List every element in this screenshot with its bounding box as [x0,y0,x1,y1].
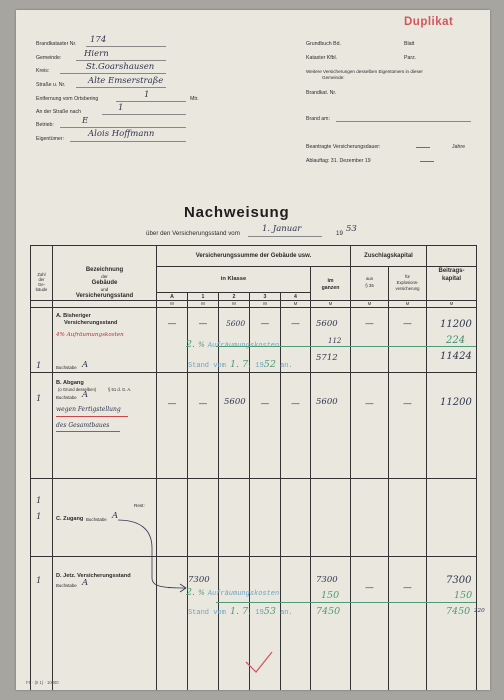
d-stamp1 [186,587,279,598]
d-beitrag-2: 150 [454,590,473,601]
a-stamp1 [186,339,279,350]
table-row-divider-ab [30,372,476,373]
unit-4: M [293,301,298,306]
a-stamp2-prefix: Stand vom [188,362,226,370]
b-klasse-4: — [291,399,300,408]
a-klasse-4: — [291,319,300,328]
gemeinde-value: Hiern [84,49,109,59]
b-explosion: — [403,399,412,408]
kreis-label: Kreis: [36,68,50,74]
d-stamp1-pct: % [198,589,205,597]
an-der-strasse-value: 1 [118,103,124,113]
d-stamp1-text: Aufräumungskosten [207,590,280,598]
unit-a: M [170,301,174,306]
a-stamp1-text: Aufräumungskosten [207,342,280,350]
a-stamp2-year-prefix: 19 [255,362,264,370]
explosion-line2: Explosions- [396,280,419,285]
page-title: Nachweisung [184,204,290,221]
beitrag-line1: Beitrags- [438,268,465,274]
unit-2: M [232,301,236,306]
section-b-buchstabe-label: Buchstabe [56,395,77,400]
a-ganzen-3: 5712 [316,353,338,363]
section-d-buchstabe-label: Buchstabe [56,583,77,588]
b-klasse-a: — [168,399,176,408]
subtitle-year-prefix: 19 [336,230,343,237]
strasse-line [76,87,166,88]
unit-3: M [263,301,267,306]
d-stamp1-prefix: 2. [186,587,196,598]
klasse-2: 2 [232,294,236,300]
b-klasse-1: — [199,399,207,408]
d-klasse-a: — [168,583,176,592]
a-sum-line [216,346,476,347]
form-sheet [16,10,490,690]
brandkataster-value: 174 [90,35,107,45]
section-c-buchstabe-value: A [112,511,119,521]
blatt-label: Blatt [404,41,415,47]
d-side-note: 220 [474,608,485,614]
dauer-mark [416,147,430,148]
b-klasse-2: 5600 [224,397,246,407]
ablauftag-mark [420,161,434,162]
a-ganzen: 5600 [316,319,338,329]
section-d-title: D. Jetz. Versicherungsstand [56,573,131,579]
section-b-buchstabe-value: A [82,390,89,400]
beitrag-line2: kapital [441,276,461,282]
duplikat-stamp: Duplikat [404,16,454,28]
aus35-line2: § 35 [365,283,374,288]
strasse-label: Straße u. Nr. [36,82,66,88]
section-a-title: A. Bisheriger [56,313,91,319]
aus35-line1: aus [365,276,374,281]
entfernung-value: 1 [144,90,150,100]
eigentuemer-label: Eigentümer: [36,136,64,142]
col-zuschlag-title: Zuschlagskapital [364,253,413,259]
dauer-label: Beantragte Versicherungsdauer: [306,144,381,150]
d-sum-line [216,602,476,603]
col-bez-line2: der [101,274,108,279]
col-divider-bez [156,245,157,690]
section-a-note: 4% Aufräumungskosten [56,332,124,338]
d-ganzen-3: 7450 [316,606,341,617]
zahl-c: 1 [36,512,42,522]
betrieb-label: Betrieb: [36,122,54,128]
table-top-border [30,245,476,246]
a-beitrag: 11200 [440,319,472,330]
table-header-bottom [30,307,476,308]
a-klasse-1: — [199,319,207,328]
table-klasse-line [156,292,310,293]
footer-code: F1 · (II 1) · 10000 [26,680,59,685]
betrieb-line [60,127,186,128]
section-c-title: C. Zugang [56,516,84,522]
d-beitrag: 7300 [446,575,472,586]
col-summe-title: Versicherungssumme der Gebäude usw. [195,253,312,259]
a-stamp1-pct: % [198,341,205,349]
strasse-value: Alte Emserstraße [88,76,164,86]
section-d-buchstabe-value: A [82,578,89,588]
table-right-border [476,245,477,690]
unit-1: M [201,301,205,306]
col-divider-3 [280,292,281,690]
table-header-sub-line [156,266,476,267]
klasse-1: 1 [201,294,205,300]
section-b-note1: wegen Fertigstellung [56,406,121,413]
d-aus35: — [365,583,374,592]
b-note1-underline [56,416,128,417]
grundbuch-label: Grundbuch Bd. [306,41,341,47]
brand-am-line [336,121,471,122]
a-klasse-a: — [168,319,176,328]
kreis-line [60,73,166,74]
zahl-b: 1 [36,394,42,404]
klasse-3: 3 [263,294,267,300]
col-divider-2 [249,292,250,690]
d-stamp2-year-prefix: 19 [255,609,264,617]
zahl-d: 1 [36,576,42,586]
b-ganzen: 5600 [316,397,338,407]
subtitle-year: 53 [346,224,357,234]
zahl-a: 1 [36,361,42,371]
d-stamp2-date: 1. 7. [230,606,252,617]
a-stamp2 [188,359,293,370]
col-divider-aus35 [388,266,389,690]
weitere-line1: Weitere Versicherungen desselben Eigentümers in dieser [306,69,423,74]
col-zahl-line3: Ge- [38,282,45,287]
col-divider-zahl [52,245,53,690]
kataster-label: Kataster Kfbl. [306,55,338,61]
im-ganzen-line1: im [327,278,334,284]
d-stamp2-prefix: Stand vom [188,609,226,617]
unit-ganzen: M [328,301,333,306]
col-zahl-header [31,272,52,292]
section-a-buchstabe-label: Buchstabe [56,365,77,370]
col-divider-klasse-end [310,266,311,690]
col-divider-zuschlag-end [426,245,427,690]
col-bez-line5: Versicherungsstand [75,293,134,299]
entfernung-unit: Mtr. [190,96,199,102]
klasse-a: A [170,294,174,300]
a-stamp2-year: 52 [263,359,276,370]
col-bez-line4: und [100,287,109,292]
col-zahl-line1: Zahl [37,272,46,277]
col-zahl-line4: bäude [35,287,48,292]
klasse-4: 4 [294,294,297,300]
rest-label: Rest: [134,503,145,508]
b-beitrag: 11200 [440,397,472,408]
d-ganzen: 7300 [316,575,338,585]
entfernung-label: Entfernung vom Ortsbering [36,96,99,102]
an-der-strasse-label: An der Straße nach [36,109,81,115]
d-explosion: — [403,583,412,592]
subtitle-prefix: über den Versicherungsstand vom [146,230,240,237]
ablauftag-label: Ablauftag: 31. Dezember 19 [306,158,371,164]
kreis-value: St.Goarshausen [86,62,155,72]
entfernung-line [116,101,186,102]
b-klasse-3: — [261,399,269,408]
d-stamp2 [188,606,293,617]
brandkat-label: Brandkat. Nr. [306,90,337,96]
b-note2-underline [56,431,120,432]
section-b-title: B. Abgang [56,380,84,386]
section-a-buchstabe-value: A [82,360,89,370]
unit-explosion: M [405,301,410,306]
in-klasse-label: in Klasse [220,276,247,282]
explosion-line1: für [405,274,410,279]
col-bez-line3: Gebäude [91,280,118,286]
a-klasse-3: — [261,319,269,328]
gemeinde-label: Gemeinde: [36,55,62,61]
a-ganzen-2: 112 [328,337,342,345]
d-stamp2-suffix: an. [280,609,293,617]
zahl-rest: 1 [36,496,42,506]
weitere-line2: Gemeinde: [322,75,345,80]
subtitle-date: 1. Januar [262,224,302,234]
gemeinde-line [76,60,166,61]
a-stamp1-prefix: 2. [186,339,196,350]
d-klasse-1: 7300 [188,575,210,585]
col-divider-1 [218,292,219,690]
a-aus35: — [365,319,374,328]
subtitle-date-line [248,236,322,237]
d-stamp2-year: 53 [263,606,276,617]
eigentuemer-line [70,141,186,142]
explosion-line3: versicherung [395,286,420,291]
section-c-buchstabe-label: Buchstabe [86,517,107,522]
a-beitrag-2: 224 [446,335,466,346]
brand-am-label: Brand am: [306,116,330,122]
im-ganzen-line2: ganzen [321,285,340,291]
unit-aus35: M [367,301,372,306]
brandkataster-line [86,46,166,47]
an-der-strasse-line [102,114,186,115]
d-beitrag-3: 7450 [446,606,471,617]
section-b-note2: des Gesamtbaues [56,422,110,429]
a-stamp2-date: 1. 7. [230,359,252,370]
table-row-divider-cd [30,556,476,557]
parz-label: Parz. [404,55,417,61]
section-a-title2: Versicherungsstand [64,320,118,326]
section-b-sub: (o Grund desselben) [58,387,97,392]
col-bez-line1: Bezeichnung [85,267,124,273]
a-explosion: — [403,319,412,328]
eigentuemer-value: Alois Hoffmann [88,129,155,139]
unit-beitrag: M [449,301,454,306]
brandkataster-label: Brandkataster Nr. [36,41,77,47]
table-left-border [30,245,31,690]
jahre-label: Jahre [452,144,465,150]
b-aus35: — [365,399,374,408]
table-row-divider-bc [30,478,476,479]
red-checkmark [244,650,274,676]
a-stamp2-suffix: an. [280,362,293,370]
section-b-paragraph: § 51 d. G. A. [108,387,132,392]
col-zahl-line2: der [38,277,45,282]
a-beitrag-3: 11424 [440,351,472,362]
betrieb-value: E [82,116,89,126]
col-divider-summe-end [350,245,351,690]
d-ganzen-2: 150 [321,590,340,601]
a-klasse-2: 5600 [226,319,246,328]
col-divider-a [187,292,188,690]
